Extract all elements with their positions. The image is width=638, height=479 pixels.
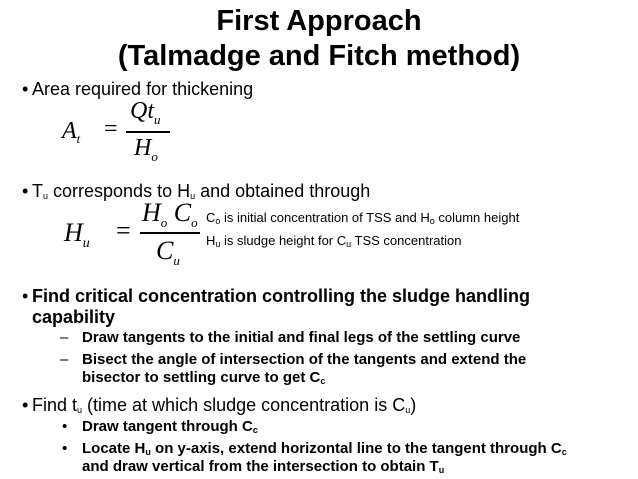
dash-marker: –: [60, 329, 69, 346]
slide-title-line1: First Approach: [216, 5, 422, 37]
formula-height-fraction-bar: [140, 232, 200, 234]
subitem-bisect-line1: Bisect the angle of intersection of the tangents and extend the: [82, 351, 527, 368]
formula-note-co: $C_o$ is initial concentration of TSS and $H_o$ column height: [206, 210, 520, 226]
bullet-marker: •: [22, 395, 29, 415]
subitem-draw-tangent-cc: Draw tangent through $C_c$: [82, 418, 258, 435]
formula-area-lhs: A: [62, 118, 77, 144]
formula-area-fraction-bar: [126, 131, 170, 133]
bullet-critical-concentration-line2: capability: [32, 307, 116, 327]
slide: First Approach (Talmadge and Fitch method) • Area required for thickening $A_t$ = $Qt_u$ $H_o$ • $T_u$ corresponds to $H_u$ and obtained through $H_u$ = $H_o$ $C_o$ $C_u$ $C_o$ is initial concentration of TSS and $H_o$ column height $H_u$ is sludge height for $C_u$ TSS concentration • Find critical concentration controlling the sludge handling capability – Draw tangents to the initial and final legs of the settling curve – Bisect the angle of intersection of the tangents and extend the bisector to settling curve to get $C_c$ • Find $t_u$ (time at which sludge concentration is $C_u$) • Draw tangent through $C_c$ • Locate $H_u$ on y-axis, extend horizontal line to the tangent through $C_c$ and draw vertical from the intersection to obtain $T_u$: [0, 0, 638, 479]
bullet-marker: •: [22, 286, 29, 306]
subitem-locate-hu-line1: Locate $H_u$ on y-axis, extend horizontal line to the tangent through $C_c$: [82, 440, 567, 457]
bullet-tu-hu: $T_u$ corresponds to $H_u$ and obtained through: [32, 181, 371, 201]
formula-note-hu: $H_u$ is sludge height for $C_u$ TSS concentration: [206, 233, 462, 249]
bullet-critical-concentration-line1: Find critical concentration controlling the sludge handling: [32, 286, 531, 306]
bullet-marker: •: [62, 440, 68, 457]
formula-area-denominator-sub: o: [151, 149, 158, 164]
slide-title-line2: (Talmadge and Fitch method): [117, 40, 521, 72]
bullet-area-required: Area required for thickening: [32, 79, 254, 99]
subitem-draw-tangents: Draw tangents to the initial and final legs of the settling curve: [82, 329, 521, 346]
bullet-marker: •: [22, 79, 29, 99]
bullet-marker: •: [62, 418, 68, 435]
dash-marker: –: [60, 351, 69, 368]
formula-area-equals: =: [104, 116, 118, 142]
bullet-marker: •: [22, 181, 29, 201]
subitem-bisect-line2: bisector to settling curve to get $C_c$: [82, 369, 326, 386]
formula-height-num-b: C: [173, 198, 192, 227]
formula-area-numerator: Qt: [130, 98, 154, 124]
formula-height-denominator: C: [156, 236, 174, 265]
formula-height-lhs: H: [64, 218, 83, 247]
bullet-find-tu: Find $t_u$ (time at which sludge concentration is $C_u$): [32, 395, 417, 415]
formula-area-numerator-sub: u: [154, 112, 161, 127]
formula-height-equals: =: [116, 216, 131, 245]
formula-height-lhs-sub: u: [82, 236, 90, 251]
formula-area-denominator: H: [134, 135, 152, 161]
subitem-locate-hu-line2: and draw vertical from the intersection to obtain $T_u$: [82, 458, 445, 475]
formula-height-num-a: H: [142, 198, 161, 227]
formula-area-lhs-sub: t: [76, 131, 81, 146]
